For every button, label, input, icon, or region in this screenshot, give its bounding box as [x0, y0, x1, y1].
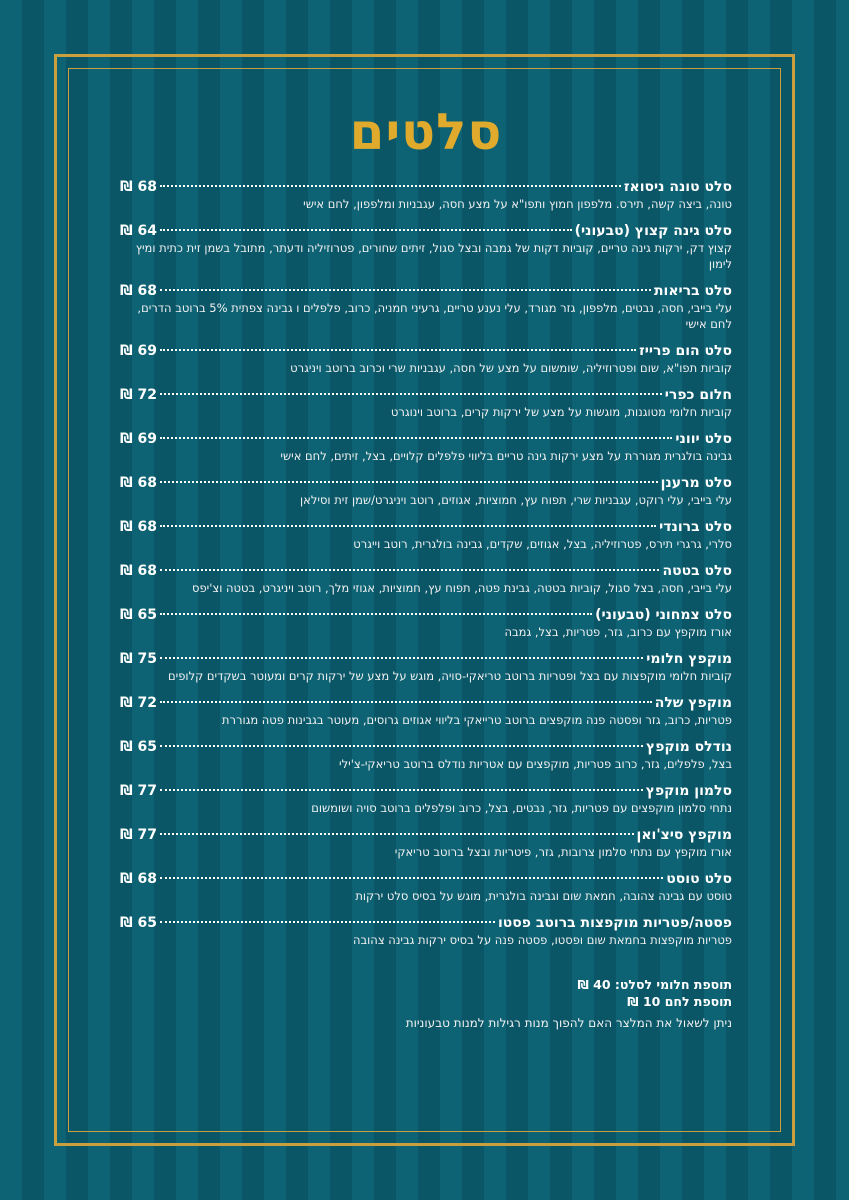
menu-item-name: פסטה/פטריות מוקפצות ברוטב פסטו: [497, 915, 732, 931]
menu-item-header: [120, 650, 732, 668]
menu-item: [120, 430, 732, 464]
dotted-leader: [160, 481, 658, 483]
dotted-leader: [160, 701, 652, 703]
menu-item: [120, 826, 732, 860]
menu-item-header: [120, 430, 732, 448]
menu-item-description: קוביות תפו"א, שום ופטרוזיליה, שומשום על מצע של חסה, עגבניות שרי וכרוב ברוטב ויניגרט: [290, 361, 732, 375]
menu-item-name: סלט בריאות: [653, 283, 732, 299]
menu-item-header: [120, 562, 732, 580]
bread-addon-text: תוספת לחם 10 ₪: [627, 994, 732, 1009]
dotted-leader: [160, 921, 495, 923]
menu-item-description: קוביות חלומי מטוגנות, מוגשות על מצע של ירקות קרים, ברוטב וינוגרט: [390, 405, 732, 419]
menu-item-description: טוסט עם גבינה צהובה, חמאת שום וגבינה בולגרית, מוגש על בסיס סלט ירקות: [355, 889, 732, 903]
menu-item-price: 68 ₪: [120, 871, 158, 887]
menu-item-header: [120, 606, 732, 624]
menu-item-header: [120, 738, 732, 756]
menu-item-description: עלי בייבי, חסה, נבטים, מלפפון, גזר מגורד, עלי נענע טריים, גרעיני חמניה, כרוב, פלפלים ו גבינה צפתית 5% ברוטב הדרים, לחם אישי: [137, 301, 732, 331]
menu-item-name: מוקפץ סיצ'ואן: [636, 827, 732, 843]
menu-item-header: [120, 474, 732, 492]
menu-item: [120, 178, 732, 212]
dotted-leader: [160, 877, 663, 879]
page-title: סלטים: [349, 103, 503, 161]
dotted-leader: [160, 569, 659, 571]
menu-item-header: [120, 282, 732, 300]
menu-item-name: סלט הום פרייז: [639, 343, 732, 359]
menu-item-price: 75 ₪: [120, 651, 158, 667]
menu-content: [120, 100, 732, 1032]
menu-item-name: סלט בטטה: [662, 563, 732, 579]
menu-item-name: סלט יווני: [675, 431, 732, 447]
menu-item-price: 68 ₪: [120, 475, 158, 491]
menu-item: [120, 474, 732, 508]
menu-item: [120, 282, 732, 332]
menu-item-header: [120, 386, 732, 404]
menu-item-description: עלי בייבי, עלי רוקט, עגבניות שרי, תפוח עץ, חמוציות, אגוזים, רוטב ויניגרט/שמן זית וסילאן: [300, 493, 732, 507]
menu-item-price: 64 ₪: [120, 223, 158, 239]
menu-item: [120, 914, 732, 948]
menu-item: [120, 782, 732, 816]
dotted-leader: [160, 289, 651, 291]
menu-item: [120, 222, 732, 272]
menu-item: [120, 518, 732, 552]
menu-item-header: [120, 518, 732, 536]
menu-item: [120, 650, 732, 684]
menu-item-description: קוביות חלומי מוקפצות עם בצל ופטריות ברוטב טריאקי-סויה, מוגש על מצע של ירקות קרים ומעוטר בשקדים קלופים: [168, 669, 732, 683]
menu-item-name: סלט גינה קצוץ (טבעוני): [574, 223, 732, 239]
menu-item-price: 69 ₪: [120, 431, 158, 447]
menu-item-description: סלרי, גרגרי תירס, פטרוזיליה, בצל, אגוזים, שקדים, גבינה בולגרית, רוטב וייגרט: [353, 537, 732, 551]
menu-item-price: 68 ₪: [120, 519, 158, 535]
menu-item-description: עלי בייבי, חסה, בצל סגול, קוביות בטטה, גבינת פטה, תפוח עץ, חמוציות, אגוזי מלך, רוטב ויניגרט, בטטה וצ'יפס: [192, 581, 732, 595]
menu-item-description: אורז מוקפץ עם נתחי סלמון צרובות, גזר, פיטריות ובצל ברוטב טריאקי: [394, 845, 732, 859]
vegan-note: ניתן לשאול את המלצר האם להפוך מנות רגילות למנות טבעוניות: [405, 1016, 732, 1030]
menu-item-name: נודלס מוקפץ: [646, 739, 732, 755]
menu-item-price: 69 ₪: [120, 343, 158, 359]
menu-item-description: אורז מוקפץ עם כרוב, גזר, פטריות, בצל, גמבה: [504, 625, 732, 639]
menu-item-description: פטריות מוקפצות בחמאת שום ופסטו, פסטה פנה על בסיס ירקות גבינה צהובה: [353, 933, 732, 947]
dotted-leader: [160, 525, 656, 527]
menu-item-name: סלט מרענן: [660, 475, 732, 491]
menu-item-price: 68 ₪: [120, 563, 158, 579]
dotted-leader: [160, 745, 643, 747]
menu-item-description: טונה, ביצה קשה, תירס. מלפפון חמוץ ותפו"א על מצע חסה, עגבניות ומלפפון, לחם אישי: [303, 197, 732, 211]
menu-item: [120, 386, 732, 420]
halloumi-addon-text: תוספת חלומי לסלט: 40 ₪: [577, 977, 732, 992]
dotted-leader: [160, 229, 572, 231]
menu-item-header: [120, 342, 732, 360]
menu-item-header: [120, 222, 732, 240]
menu-item: [120, 738, 732, 772]
menu-item-price: 65 ₪: [120, 739, 158, 755]
menu-item-header: [120, 870, 732, 888]
menu-item: [120, 694, 732, 728]
menu-item-name: סלט צמחוני (טבעוני): [595, 607, 732, 623]
menu-item-description: נתחי סלמון מוקפצים עם פטריות, גזר, נבטים, בצל, כרוב ופלפלים ברוטב סויה ושומשום: [311, 801, 732, 815]
dotted-leader: [160, 613, 592, 615]
menu-footer: [120, 976, 732, 1032]
menu-item-name: סלמון מוקפץ: [645, 783, 732, 799]
menu-item-description: קצוץ דק, ירקות גינה טריים, קוביות דקות של גמבה ובצל סגול, זיתים שחורים, פטרוזיליה ודעתר, מתובל בשמן זית כתית ומיץ לימון: [135, 241, 732, 271]
menu-item-list: [120, 178, 732, 948]
menu-item-header: [120, 826, 732, 844]
dotted-leader: [160, 833, 634, 835]
menu-item-header: [120, 694, 732, 712]
menu-item: [120, 606, 732, 640]
menu-item: [120, 342, 732, 376]
menu-item-price: 72 ₪: [120, 695, 158, 711]
menu-item-name: מוקפץ חלומי: [646, 651, 732, 667]
dotted-leader: [160, 437, 672, 439]
menu-item: [120, 562, 732, 596]
menu-item-name: חלום כפרי: [664, 387, 732, 403]
menu-item-price: 77 ₪: [120, 827, 158, 843]
menu-item-name: מוקפץ שלה: [654, 695, 732, 711]
menu-item-name: סלט טונה ניסואז: [623, 179, 732, 195]
dotted-leader: [160, 393, 662, 395]
menu-item-price: 65 ₪: [120, 607, 158, 623]
menu-item-header: [120, 178, 732, 196]
dotted-leader: [160, 789, 643, 791]
menu-item-name: סלט ברונדי: [659, 519, 732, 535]
menu-item-header: [120, 782, 732, 800]
menu-item-price: 68 ₪: [120, 283, 158, 299]
menu-item-description: בצל, פלפלים, גזר, כרוב פטריות, מוקפצים עם אטריות נודלס ברוטב טריאקי-צ'ילי: [339, 757, 732, 771]
menu-item: [120, 870, 732, 904]
menu-item-price: 65 ₪: [120, 915, 158, 931]
menu-item-price: 68 ₪: [120, 179, 158, 195]
dotted-leader: [160, 349, 636, 351]
menu-item-price: 77 ₪: [120, 783, 158, 799]
menu-item-name: סלט טוסט: [666, 871, 732, 887]
menu-item-header: [120, 914, 732, 932]
menu-item-description: גבינה בולגרית מגוררת על מצע ירקות גינה טריים בליווי פלפלים קלויים, בצל, זיתים, לחם אישי: [280, 449, 732, 463]
menu-item-description: פטריות, כרוב, גזר ופסטה פנה מוקפצים ברוטב טרייאקי בליווי אגוזים גרוסים, מעוטר בגבינות פטה מגוררת: [221, 713, 732, 727]
dotted-leader: [160, 657, 643, 659]
dotted-leader: [160, 185, 621, 187]
menu-item-price: 72 ₪: [120, 387, 158, 403]
